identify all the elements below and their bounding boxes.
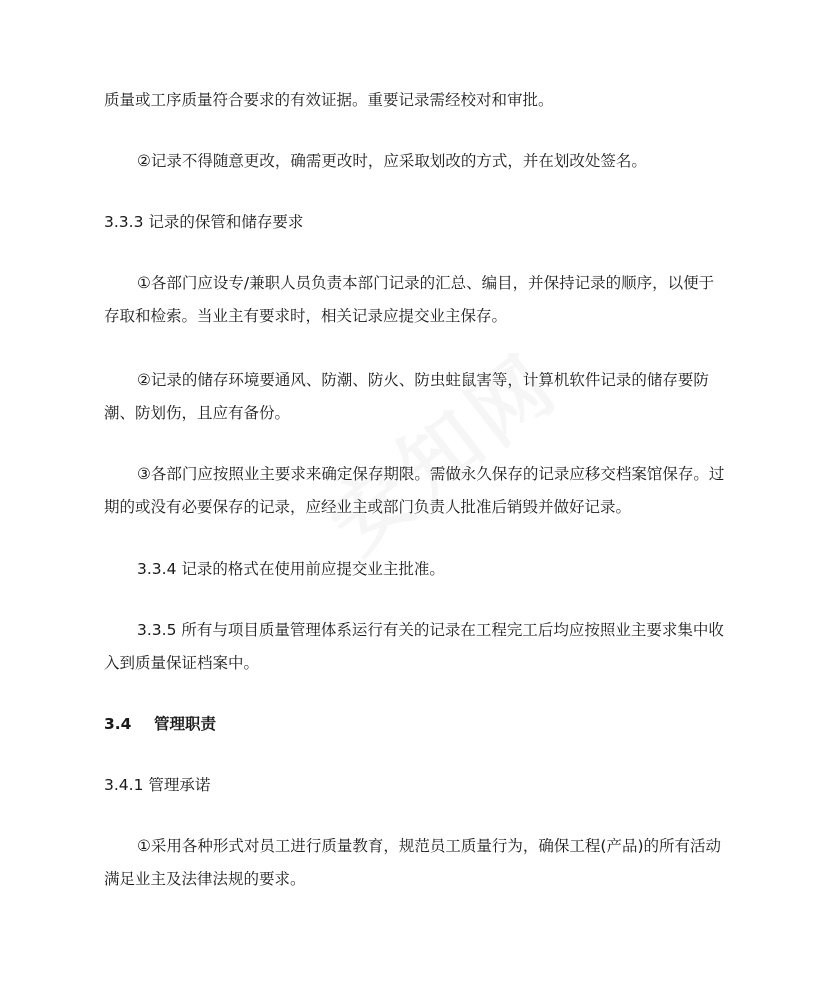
paragraph-3-3-4: 3.3.4 记录的格式在使用前应提交业主批准。 <box>137 560 445 578</box>
paragraph-no-arbitrary-change: ②记录不得随意更改，确需更改时，应采取划改的方式，并在划改处签名。 <box>137 152 647 170</box>
section-heading-3-3-3: 3.3.3 记录的保管和储存要求 <box>104 213 304 231</box>
section-heading-3-4-1: 3.4.1 管理承诺 <box>104 776 211 794</box>
heading-number: 3.4 <box>104 715 132 733</box>
heading-title: 管理职责 <box>154 715 217 733</box>
paragraph-3-3-5: 3.3.5 所有与项目质量管理体系运行有关的记录在工程完工后均应按照业主要求集中收入到质量保证档案中。 <box>104 621 724 672</box>
paragraph-evidence: 质量或工序质量符合要求的有效证据。重要记录需经校对和审批。 <box>104 91 554 109</box>
paragraph-storage-environment: ②记录的储存环境要通风、防潮、防火、防虫蛀鼠害等，计算机软件记录的储存要防潮、防划伤，且应有备份。 <box>104 371 709 422</box>
watermark <box>286 310 593 585</box>
paragraph-department-records: ①各部门应设专/兼职人员负责本部门记录的汇总、编目，并保持记录的顺序，以便于存取和检索。当业主有要求时，相关记录应提交业主保存。 <box>104 274 715 325</box>
section-heading-3-4 <box>104 708 726 741</box>
paragraph-quality-education: ①采用各种形式对员工进行质量教育，规范员工质量行为，确保工程(产品)的所有活动满足业主及法律法规的要求。 <box>104 837 721 888</box>
paragraph-retention-period: ③各部门应按照业主要求来确定保存期限。需做永久保存的记录应移交档案馆保存。过期的或没有必要保存的记录，应经业主或部门负责人批准后销毁并做好记录。 <box>104 465 725 516</box>
